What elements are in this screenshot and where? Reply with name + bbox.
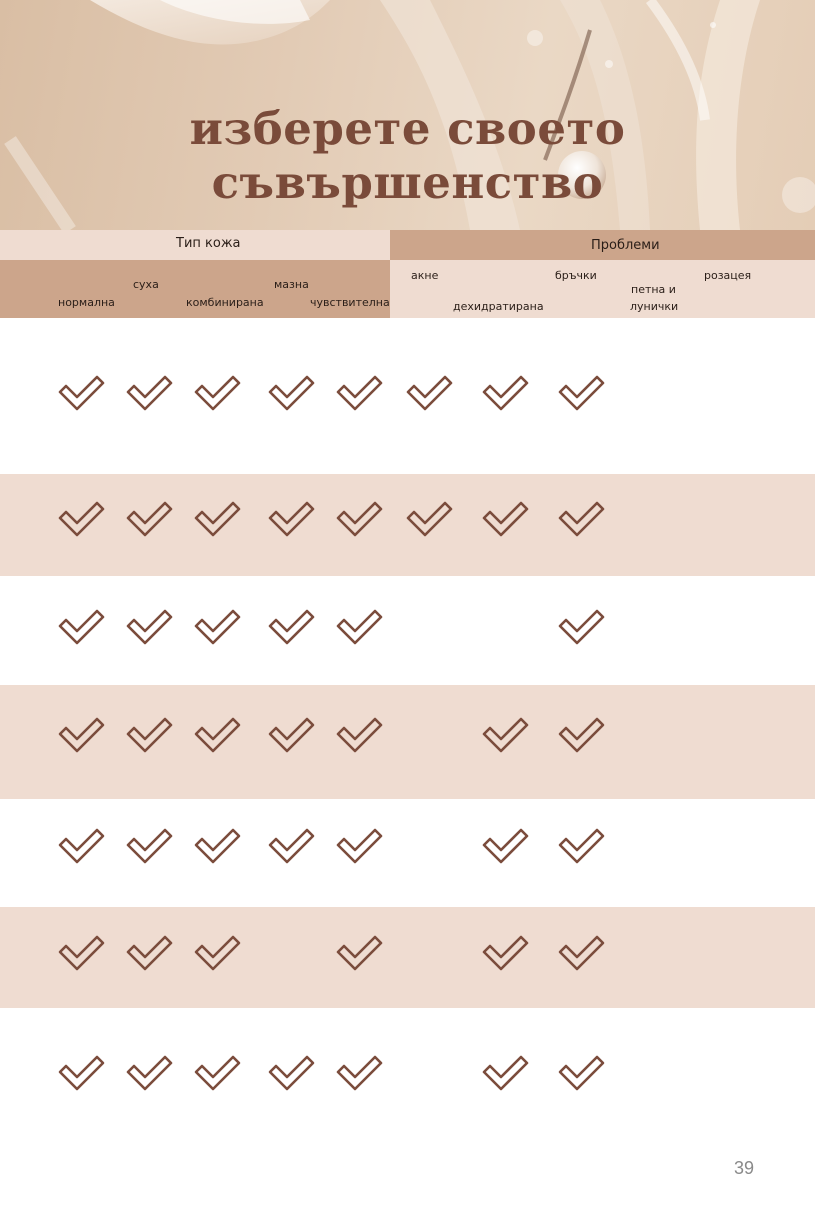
checkmark-icon [338, 830, 381, 862]
problems-label: Проблеми [591, 238, 660, 253]
checkmark-icon [484, 503, 527, 535]
checkmark-icon [484, 1057, 527, 1089]
checkmark-icon [128, 1057, 171, 1089]
checkmark-icon [270, 830, 313, 862]
checkmark-icon [560, 503, 603, 535]
col-combination: комбинирана [186, 296, 264, 309]
skin-type-label: Тип кожа [176, 236, 241, 251]
checkmark-icon [560, 377, 603, 409]
checkmark-icon [196, 503, 239, 535]
checkmark-icon [338, 1057, 381, 1089]
checkmark-icon [338, 503, 381, 535]
checkmark-icon [270, 503, 313, 535]
checkmark-icon [60, 503, 103, 535]
checkmark-icon [60, 719, 103, 751]
checkmark-icon [484, 830, 527, 862]
checkmark-icon [484, 377, 527, 409]
col-sensitive: чувствителна [310, 296, 390, 309]
checkmark-icon [408, 503, 451, 535]
page-title-line2: съвършенство [211, 156, 604, 209]
checkmark-icon [560, 1057, 603, 1089]
checkmark-icon [484, 937, 527, 969]
col-normal: нормална [58, 296, 115, 309]
col-dry: суха [133, 278, 159, 291]
checkmark-icon [484, 719, 527, 751]
checkmark-icon [270, 1057, 313, 1089]
checkmark-icon [60, 1057, 103, 1089]
col-oily: мазна [274, 278, 309, 291]
checkmark-icon [560, 937, 603, 969]
checkmark-icon [196, 830, 239, 862]
checkmark-icon [60, 830, 103, 862]
checkmark-icon [196, 611, 239, 643]
checkmark-icon [128, 611, 171, 643]
checkmark-icon [270, 377, 313, 409]
checkmark-icon [270, 611, 313, 643]
checkmark-icon [128, 830, 171, 862]
checkmark-icon [338, 377, 381, 409]
col-spots-line2: лунички [630, 300, 679, 313]
col-wrinkles: бръчки [555, 269, 597, 282]
checkmark-icon [196, 719, 239, 751]
checkmark-icon [560, 830, 603, 862]
checkmark-icon [560, 611, 603, 643]
checkmark-icon [196, 1057, 239, 1089]
col-acne: акне [411, 269, 439, 282]
checkmark-icon [338, 937, 381, 969]
col-rosacea: розацея [704, 269, 752, 282]
col-dehydrated: дехидратирана [453, 300, 544, 313]
checkmark-icon [128, 377, 171, 409]
checkmark-icon [560, 719, 603, 751]
checkmark-icon [338, 719, 381, 751]
checkmark-icon [60, 611, 103, 643]
checkmark-icon [128, 937, 171, 969]
checkmark-icon [270, 719, 313, 751]
checkmark-icon [196, 377, 239, 409]
checkmark-icon [60, 937, 103, 969]
checkmark-icon [408, 377, 451, 409]
page-number: 39 [733, 1158, 755, 1178]
checkmark-icon [60, 377, 103, 409]
page-title-line1: изберете своето [189, 102, 626, 155]
checkmark-icon [128, 719, 171, 751]
checkmark-icon [128, 503, 171, 535]
col-spots-line1: петна и [631, 283, 676, 296]
checkmark-icon [196, 937, 239, 969]
checkmark-icon [338, 611, 381, 643]
